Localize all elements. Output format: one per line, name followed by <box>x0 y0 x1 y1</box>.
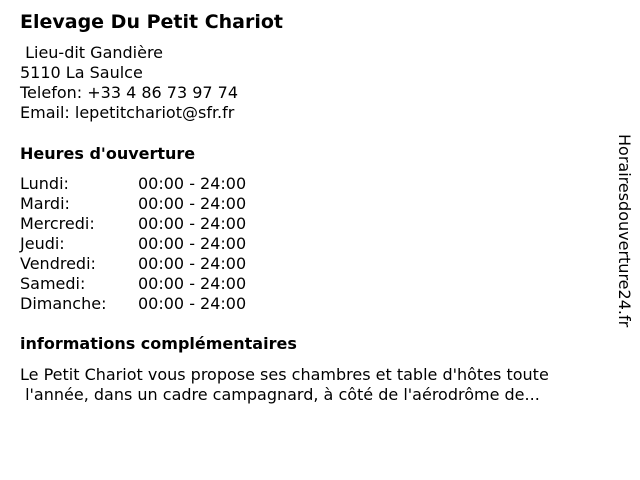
business-name: Elevage Du Petit Chariot <box>20 11 284 33</box>
hours-row-tuesday <box>20 194 246 214</box>
time-range: 00:00 - 24:00 <box>138 234 247 253</box>
email-address: Email: lepetitchariot@sfr.fr <box>20 103 235 122</box>
time-range: 00:00 - 24:00 <box>138 194 247 213</box>
address-block <box>20 43 238 123</box>
hours-row-saturday <box>20 274 246 294</box>
time-range: 00:00 - 24:00 <box>138 254 247 273</box>
time-range: 00:00 - 24:00 <box>138 214 247 233</box>
hours-row-thursday <box>20 234 246 254</box>
day-label: Vendredi: <box>20 254 96 273</box>
day-label: Lundi: <box>20 174 69 193</box>
street-address: Lieu-dit Gandière <box>20 43 164 62</box>
time-range: 00:00 - 24:00 <box>138 274 247 293</box>
hours-row-wednesday <box>20 214 246 234</box>
day-label: Samedi: <box>20 274 86 293</box>
phone-number: Telefon: +33 4 86 73 97 74 <box>20 83 239 102</box>
hours-row-monday <box>20 174 246 194</box>
city-address: 5110 La Saulce <box>20 63 143 82</box>
day-label: Jeudi: <box>20 234 65 253</box>
hours-row-friday <box>20 254 246 274</box>
additional-info-heading: informations complémentaires <box>20 334 297 353</box>
day-label: Mercredi: <box>20 214 95 233</box>
site-watermark: Horairesdouverture24.fr <box>615 134 634 328</box>
day-label: Dimanche: <box>20 294 107 313</box>
description-line: l'année, dans un cadre campagnard, à côté de l'aérodrôme de... <box>20 385 540 404</box>
opening-hours-heading: Heures d'ouverture <box>20 144 196 163</box>
description-line: Le Petit Chariot vous propose ses chambres et table d'hôtes toute <box>20 365 549 384</box>
hours-row-sunday <box>20 294 246 314</box>
opening-hours-table <box>20 174 246 314</box>
description-text <box>20 365 610 405</box>
day-label: Mardi: <box>20 194 70 213</box>
time-range: 00:00 - 24:00 <box>138 294 247 313</box>
time-range: 00:00 - 24:00 <box>138 174 247 193</box>
